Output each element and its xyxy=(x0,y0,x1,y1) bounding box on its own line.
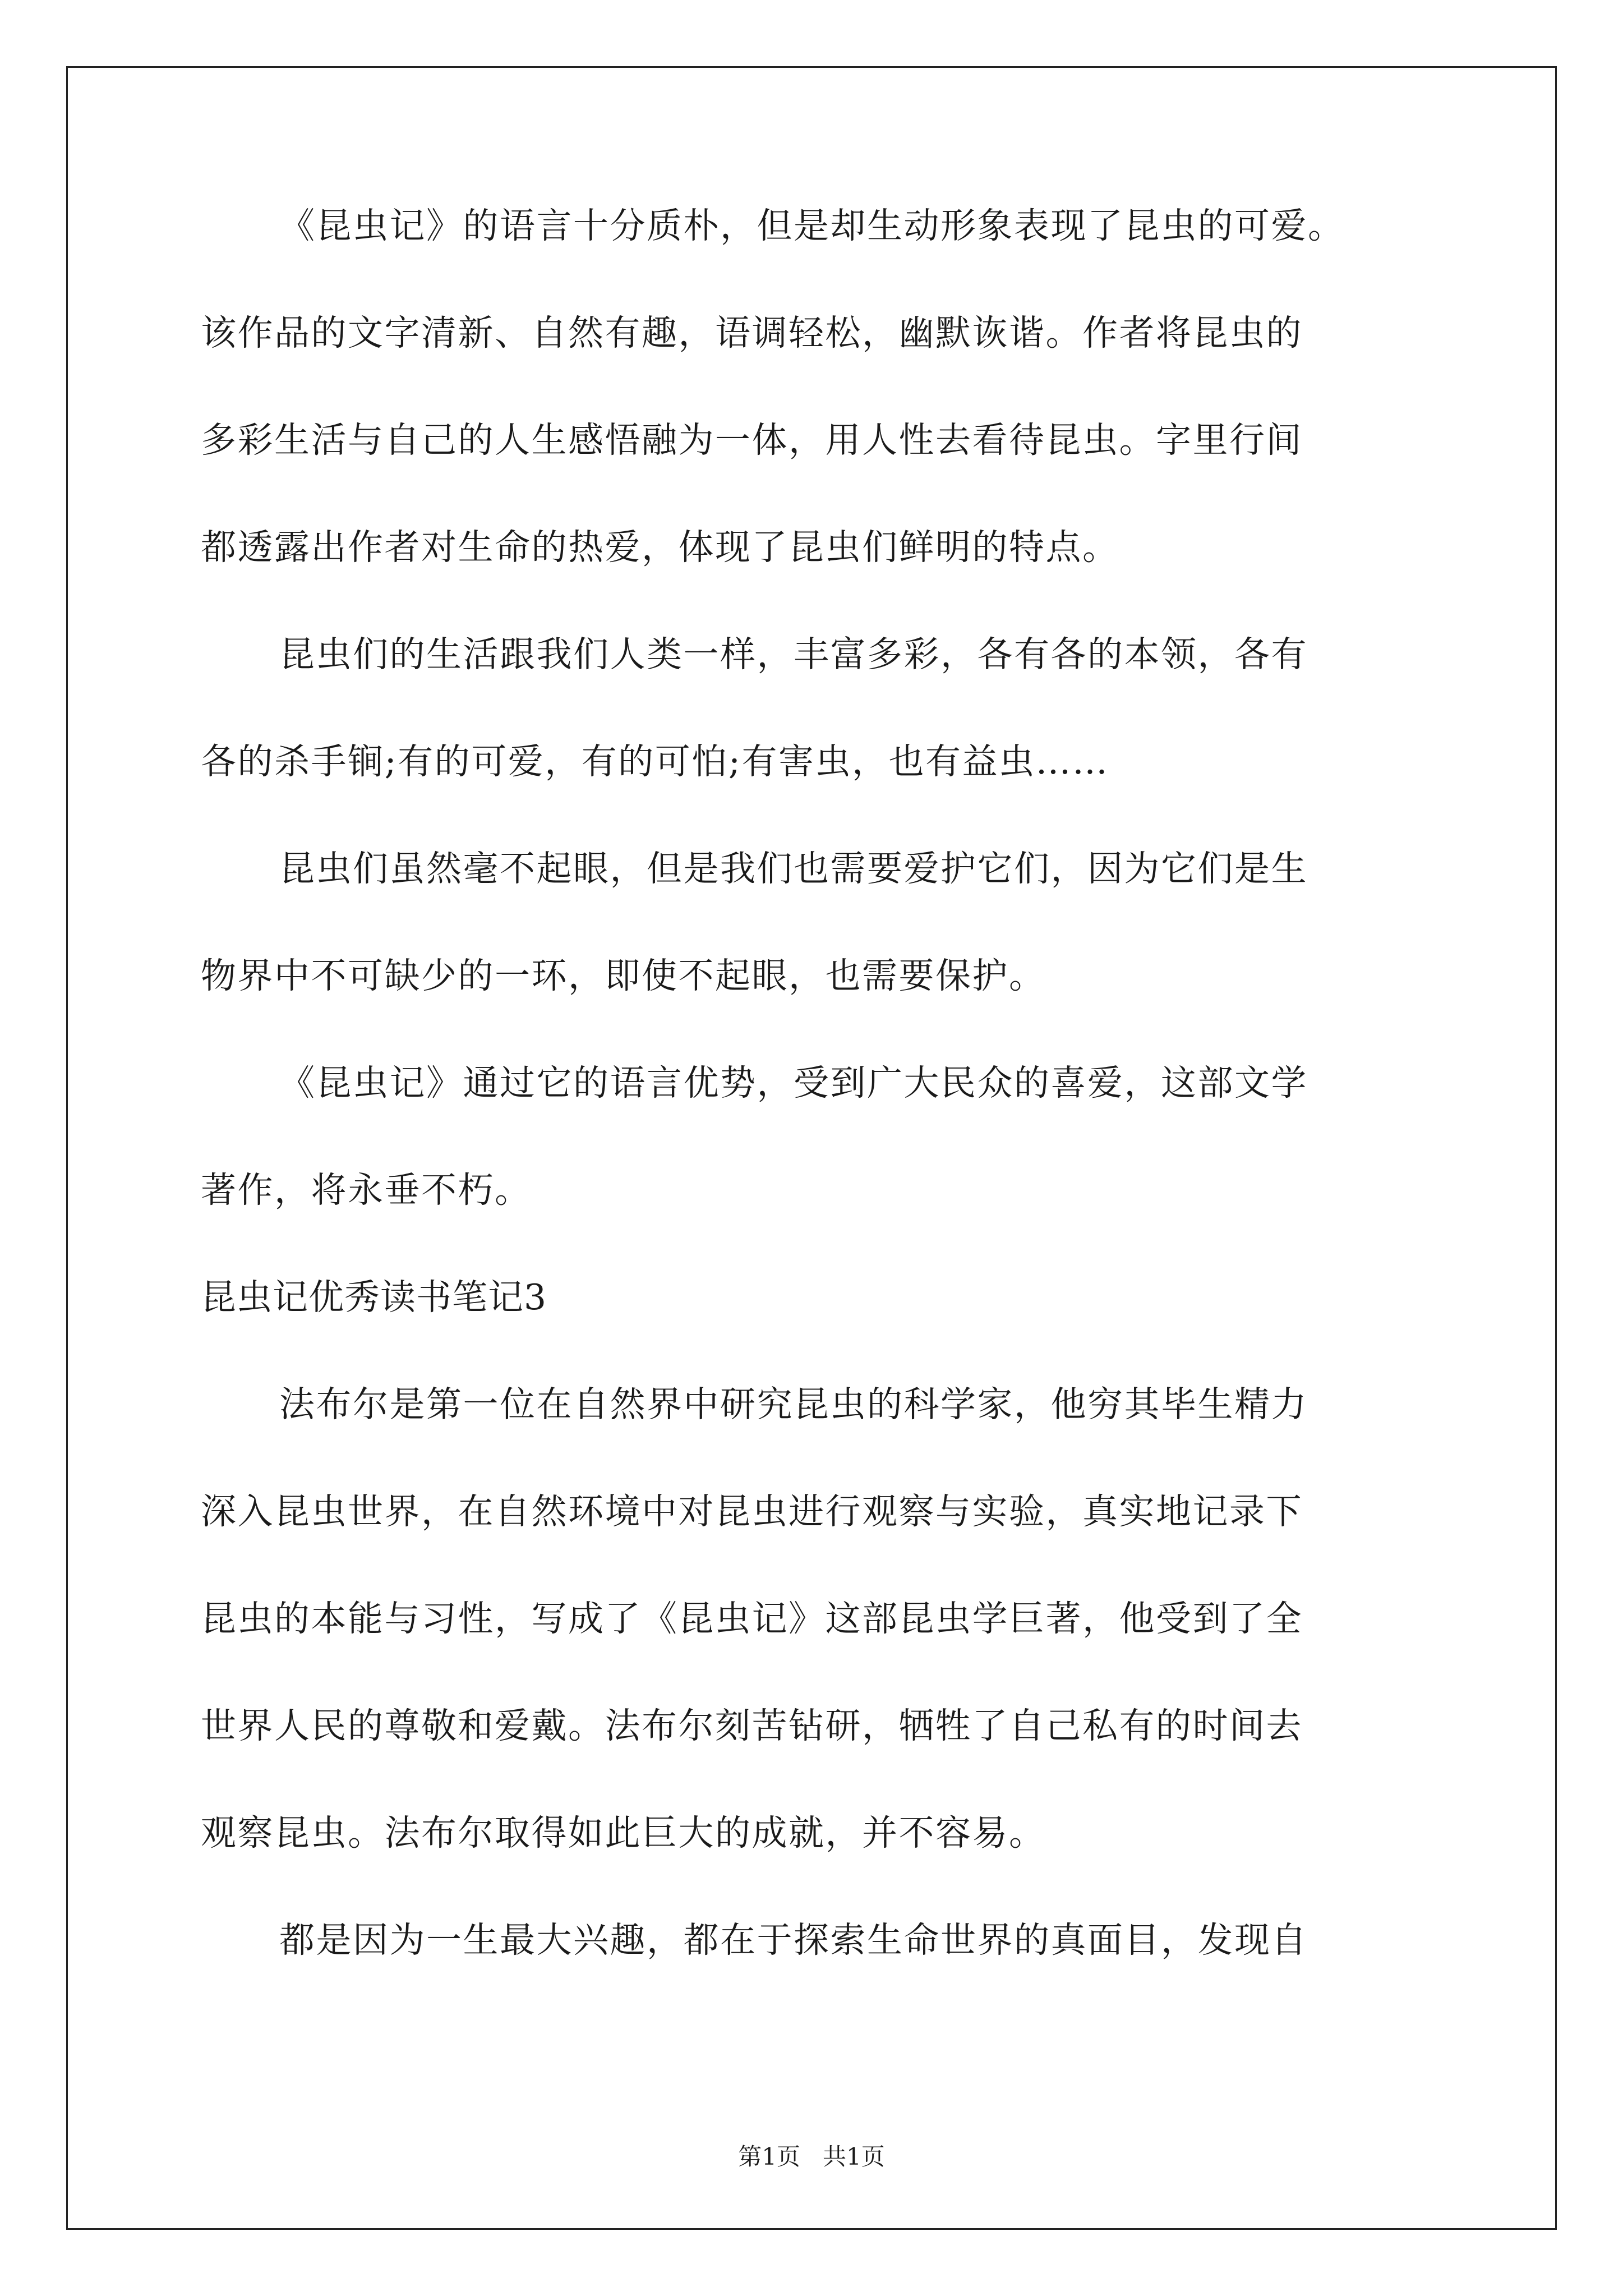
text-line: 昆虫的本能与习性，写成了《昆虫记》这部昆虫学巨著，他受到了全 xyxy=(201,1598,1303,1639)
text-line: 《昆虫记》的语言十分质朴，但是却生动形象表现了昆虫的可爱。 xyxy=(279,205,1345,246)
document-body xyxy=(201,205,1423,2029)
page-total: 共1页 xyxy=(823,2143,885,2170)
page-number: 第1页 xyxy=(738,2143,800,2170)
text-line: 各的杀手锏;有的可爱，有的可怕;有害虫，也有益虫…… xyxy=(201,741,1109,782)
text-line: 深入昆虫世界，在自然环境中对昆虫进行观察与实验，真实地记录下 xyxy=(201,1491,1303,1532)
page-footer xyxy=(0,2143,1623,2171)
text-line: 多彩生活与自己的人生感悟融为一体，用人性去看待昆虫。字里行间 xyxy=(201,420,1303,461)
text-line: 昆虫们的生活跟我们人类一样，丰富多彩，各有各的本领，各有 xyxy=(279,634,1308,675)
section-heading: 昆虫记优秀读书笔记3 xyxy=(201,1277,547,1318)
text-line: 物界中不可缺少的一环，即使不起眼，也需要保护。 xyxy=(201,955,1046,996)
text-line: 世界人民的尊敬和爱戴。法布尔刻苦钻研，牺牲了自己私有的时间去 xyxy=(201,1705,1303,1746)
text-line: 著作，将永垂不朽。 xyxy=(201,1170,532,1211)
text-line: 法布尔是第一位在自然界中研究昆虫的科学家，他穷其毕生精力 xyxy=(279,1384,1308,1425)
text-line: 都是因为一生最大兴趣，都在于探索生命世界的真面目，发现自 xyxy=(279,1920,1308,1961)
text-line: 昆虫们虽然毫不起眼，但是我们也需要爱护它们，因为它们是生 xyxy=(279,848,1308,889)
text-line: 该作品的文字清新、自然有趣，语调轻松，幽默诙谐。作者将昆虫的 xyxy=(201,312,1303,353)
text-line: 都透露出作者对生命的热爱，体现了昆虫们鲜明的特点。 xyxy=(201,527,1119,568)
text-line: 《昆虫记》通过它的语言优势，受到广大民众的喜爱，这部文学 xyxy=(279,1062,1308,1103)
text-line: 观察昆虫。法布尔取得如此巨大的成就，并不容易。 xyxy=(201,1812,1046,1853)
